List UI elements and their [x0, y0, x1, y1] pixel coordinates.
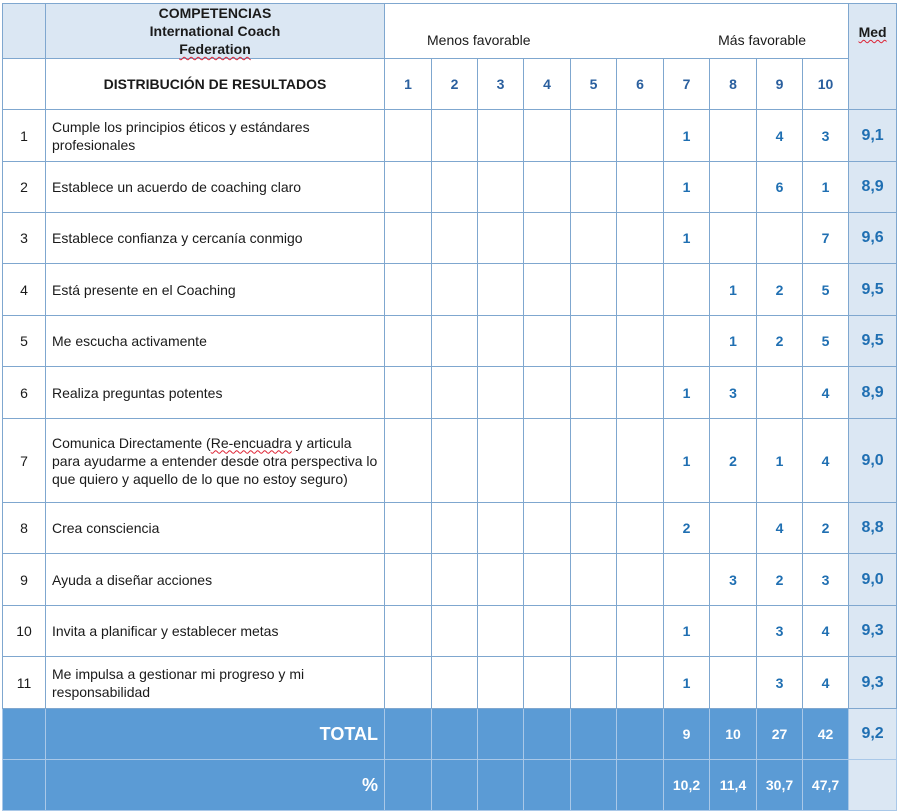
row-value — [571, 657, 617, 709]
header-row-2 — [3, 59, 897, 110]
row-description-part: y articula para ayudarme a entender desde otra perspectiva lo que quiero y aquello de lo que no estoy seguro) — [52, 434, 378, 487]
total-value — [617, 709, 664, 760]
row-number: 11 — [3, 657, 46, 709]
row-value: 1 — [664, 367, 710, 419]
row-med: 9,5 — [849, 264, 897, 316]
row-value — [524, 367, 571, 419]
row-med: 8,8 — [849, 503, 897, 554]
row-value — [571, 419, 617, 503]
percent-value — [571, 760, 617, 811]
row-value: 1 — [710, 264, 757, 316]
row-value: 2 — [710, 419, 757, 503]
row-value — [571, 316, 617, 367]
total-row — [3, 709, 897, 760]
scale-4: 4 — [524, 59, 571, 110]
row-value — [710, 606, 757, 657]
competencias-title: COMPETENCIAS — [158, 5, 272, 21]
total-value — [432, 709, 478, 760]
row-value — [385, 213, 432, 264]
row-value — [432, 657, 478, 709]
row-value: 6 — [757, 162, 803, 213]
row-value — [432, 503, 478, 554]
row-value: 1 — [664, 110, 710, 162]
row-value — [432, 367, 478, 419]
row-value — [524, 316, 571, 367]
row-value — [617, 213, 664, 264]
table-row — [3, 162, 897, 213]
row-description: Establece confianza y cercanía conmigo — [46, 213, 385, 264]
row-med: 9,3 — [849, 657, 897, 709]
row-value — [617, 419, 664, 503]
competencias-header — [46, 4, 385, 59]
row-value — [524, 554, 571, 606]
row-value: 3 — [710, 367, 757, 419]
percent-value: 11,4 — [710, 760, 757, 811]
row-value — [524, 213, 571, 264]
header-row-1 — [3, 4, 897, 59]
row-value: 2 — [757, 554, 803, 606]
federation-word: Federation — [179, 41, 251, 57]
row-value: 2 — [757, 264, 803, 316]
row-value — [571, 606, 617, 657]
row-value — [478, 162, 524, 213]
row-number: 10 — [3, 606, 46, 657]
total-value: 27 — [757, 709, 803, 760]
row-number: 1 — [3, 110, 46, 162]
table-row — [3, 606, 897, 657]
total-value — [571, 709, 617, 760]
row-value — [432, 162, 478, 213]
row-value: 1 — [803, 162, 849, 213]
row-value — [571, 213, 617, 264]
row-value — [478, 110, 524, 162]
row-description: Crea consciencia — [46, 503, 385, 554]
row-value: 1 — [664, 657, 710, 709]
row-value — [524, 419, 571, 503]
row-value — [385, 657, 432, 709]
table-row — [3, 316, 897, 367]
table-row — [3, 367, 897, 419]
row-value: 1 — [664, 162, 710, 213]
percent-value — [432, 760, 478, 811]
row-value — [664, 316, 710, 367]
scale-7: 7 — [664, 59, 710, 110]
row-description: Realiza preguntas potentes — [46, 367, 385, 419]
row-value: 5 — [803, 316, 849, 367]
row-value — [710, 657, 757, 709]
row-med: 9,6 — [849, 213, 897, 264]
table-row — [3, 213, 897, 264]
row-value: 4 — [757, 503, 803, 554]
row-value: 3 — [803, 554, 849, 606]
total-value — [478, 709, 524, 760]
row-value: 4 — [757, 110, 803, 162]
row-value: 3 — [803, 110, 849, 162]
row-number: 3 — [3, 213, 46, 264]
row-value — [617, 503, 664, 554]
federation-text: International Coach — [149, 23, 281, 39]
row-value — [571, 503, 617, 554]
percent-value — [524, 760, 571, 811]
total-value — [385, 709, 432, 760]
row-value — [385, 162, 432, 213]
med-header — [849, 4, 897, 110]
table-row — [3, 419, 897, 503]
row-value — [385, 264, 432, 316]
row-value: 3 — [710, 554, 757, 606]
row-value — [617, 554, 664, 606]
row-value — [617, 110, 664, 162]
row-value — [432, 110, 478, 162]
row-number: 8 — [3, 503, 46, 554]
row-med: 9,5 — [849, 316, 897, 367]
row-value — [478, 213, 524, 264]
row-med: 9,0 — [849, 419, 897, 503]
row-value — [478, 419, 524, 503]
scale-label-cell — [385, 4, 849, 59]
mas-favorable-label: Más favorable — [718, 32, 807, 48]
row-value: 2 — [803, 503, 849, 554]
row-value — [617, 367, 664, 419]
row-med: 8,9 — [849, 367, 897, 419]
competencias-table — [2, 3, 897, 811]
row-value — [524, 606, 571, 657]
total-value: 10 — [710, 709, 757, 760]
distribucion-header: DISTRIBUCIÓN DE RESULTADOS — [46, 59, 385, 110]
total-value — [524, 709, 571, 760]
scale-5: 5 — [571, 59, 617, 110]
scale-10: 10 — [803, 59, 849, 110]
row-number: 7 — [3, 419, 46, 503]
row-value — [710, 213, 757, 264]
row-value — [432, 213, 478, 264]
row-value — [478, 657, 524, 709]
row-value — [385, 367, 432, 419]
row-value: 5 — [803, 264, 849, 316]
table-row — [3, 264, 897, 316]
table-row — [3, 503, 897, 554]
row-value — [710, 110, 757, 162]
row-value — [664, 554, 710, 606]
corner-cell-2 — [3, 59, 46, 110]
row-value — [478, 503, 524, 554]
row-description: Cumple los principios éticos y estándares profesionales — [46, 110, 385, 162]
row-value — [571, 554, 617, 606]
row-value — [432, 606, 478, 657]
scale-3: 3 — [478, 59, 524, 110]
scale-8: 8 — [710, 59, 757, 110]
total-value: 42 — [803, 709, 849, 760]
percent-value: 47,7 — [803, 760, 849, 811]
row-number: 6 — [3, 367, 46, 419]
row-value — [524, 657, 571, 709]
scale-1: 1 — [385, 59, 432, 110]
row-value: 1 — [757, 419, 803, 503]
row-number: 9 — [3, 554, 46, 606]
row-value — [432, 264, 478, 316]
row-value — [571, 367, 617, 419]
row-description — [46, 419, 385, 503]
row-value — [757, 367, 803, 419]
row-description-part: Re-encuadra — [210, 434, 292, 451]
row-value — [524, 503, 571, 554]
med-header-text: Med — [858, 24, 887, 40]
row-value: 4 — [803, 606, 849, 657]
row-number: 5 — [3, 316, 46, 367]
row-value — [385, 419, 432, 503]
row-value — [385, 110, 432, 162]
scale-9: 9 — [757, 59, 803, 110]
row-value — [478, 367, 524, 419]
row-value: 3 — [757, 606, 803, 657]
row-value — [617, 657, 664, 709]
menos-favorable-label: Menos favorable — [427, 32, 531, 48]
percent-empty-cell — [3, 760, 46, 811]
row-value: 1 — [710, 316, 757, 367]
table-row — [3, 110, 897, 162]
percent-med — [849, 760, 897, 811]
row-value — [664, 264, 710, 316]
row-value — [478, 316, 524, 367]
total-empty-cell — [3, 709, 46, 760]
percent-value: 30,7 — [757, 760, 803, 811]
row-value — [385, 316, 432, 367]
row-value — [432, 316, 478, 367]
corner-cell — [3, 4, 46, 59]
row-value: 4 — [803, 367, 849, 419]
row-value: 2 — [664, 503, 710, 554]
percent-value — [385, 760, 432, 811]
row-description: Establece un acuerdo de coaching claro — [46, 162, 385, 213]
row-value: 3 — [757, 657, 803, 709]
row-value — [478, 554, 524, 606]
row-value — [571, 264, 617, 316]
scale-2: 2 — [432, 59, 478, 110]
scale-6: 6 — [617, 59, 664, 110]
row-value — [385, 554, 432, 606]
row-value — [385, 606, 432, 657]
row-value: 4 — [803, 419, 849, 503]
row-value — [617, 316, 664, 367]
row-description: Ayuda a diseñar acciones — [46, 554, 385, 606]
row-value — [524, 162, 571, 213]
total-med: 9,2 — [849, 709, 897, 760]
row-value — [617, 264, 664, 316]
percent-value — [617, 760, 664, 811]
row-value — [617, 162, 664, 213]
percent-value — [478, 760, 524, 811]
row-value — [432, 419, 478, 503]
percent-row — [3, 760, 897, 811]
table-row — [3, 554, 897, 606]
row-description: Invita a planificar y establecer metas — [46, 606, 385, 657]
row-number: 2 — [3, 162, 46, 213]
row-value — [571, 162, 617, 213]
row-med: 9,0 — [849, 554, 897, 606]
row-value — [571, 110, 617, 162]
row-value: 2 — [757, 316, 803, 367]
row-value — [432, 554, 478, 606]
row-value — [524, 110, 571, 162]
row-description-part: Comunica Directamente ( — [52, 434, 211, 451]
row-value — [617, 606, 664, 657]
total-value: 9 — [664, 709, 710, 760]
row-med: 9,3 — [849, 606, 897, 657]
row-description: Me impulsa a gestionar mi progreso y mi responsabilidad — [46, 657, 385, 709]
row-value: 7 — [803, 213, 849, 264]
percent-label: % — [46, 760, 385, 811]
row-value: 1 — [664, 606, 710, 657]
federation-title — [46, 22, 384, 58]
row-value — [710, 162, 757, 213]
row-value — [524, 264, 571, 316]
row-value — [385, 503, 432, 554]
row-description: Está presente en el Coaching — [46, 264, 385, 316]
total-label: TOTAL — [46, 709, 385, 760]
row-description: Me escucha activamente — [46, 316, 385, 367]
row-value — [478, 264, 524, 316]
row-med: 8,9 — [849, 162, 897, 213]
row-med: 9,1 — [849, 110, 897, 162]
row-value — [478, 606, 524, 657]
row-value — [710, 503, 757, 554]
percent-value: 10,2 — [664, 760, 710, 811]
row-value — [757, 213, 803, 264]
row-value: 1 — [664, 213, 710, 264]
row-value: 1 — [664, 419, 710, 503]
table-row — [3, 657, 897, 709]
row-number: 4 — [3, 264, 46, 316]
row-value: 4 — [803, 657, 849, 709]
